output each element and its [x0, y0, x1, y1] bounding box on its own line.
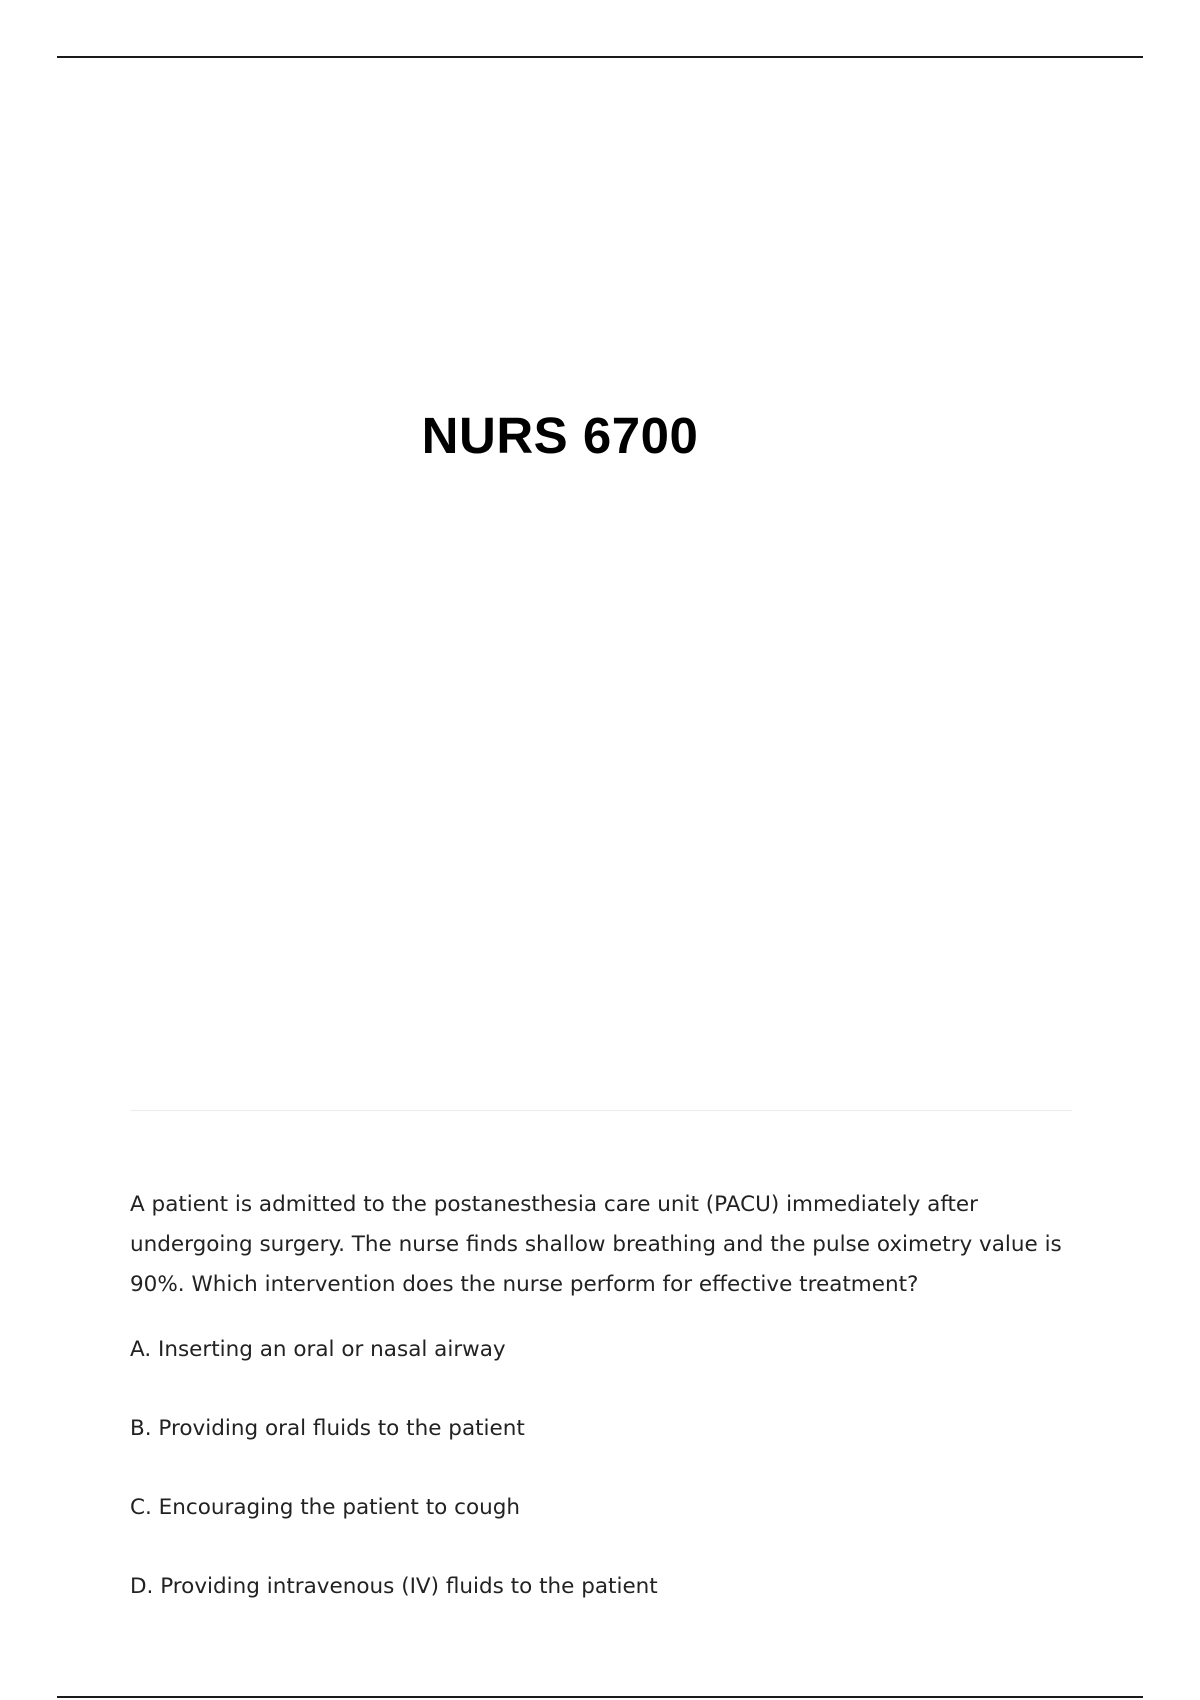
section-divider	[130, 1110, 1072, 1111]
question-block	[130, 1185, 1080, 1602]
option-b: B. Providing oral fluids to the patient	[130, 1416, 525, 1441]
document-title: NURS 6700	[421, 407, 699, 465]
option-a: A. Inserting an oral or nasal airway	[130, 1337, 506, 1362]
option-d: D. Providing intravenous (IV) fluids to the patient	[130, 1574, 658, 1599]
bottom-page-rule	[57, 1696, 1143, 1698]
question-text: A patient is admitted to the postanesthesia care unit (PACU) immediately after undergoing surgery. The nurse finds shallow breathing and the pulse oximetry value is 90%. Which intervention does the nurse perform for effective treatment?	[130, 1192, 1062, 1297]
option-c: C. Encouraging the patient to cough	[130, 1495, 520, 1520]
answer-options	[130, 1335, 1080, 1602]
top-page-rule	[57, 56, 1143, 58]
